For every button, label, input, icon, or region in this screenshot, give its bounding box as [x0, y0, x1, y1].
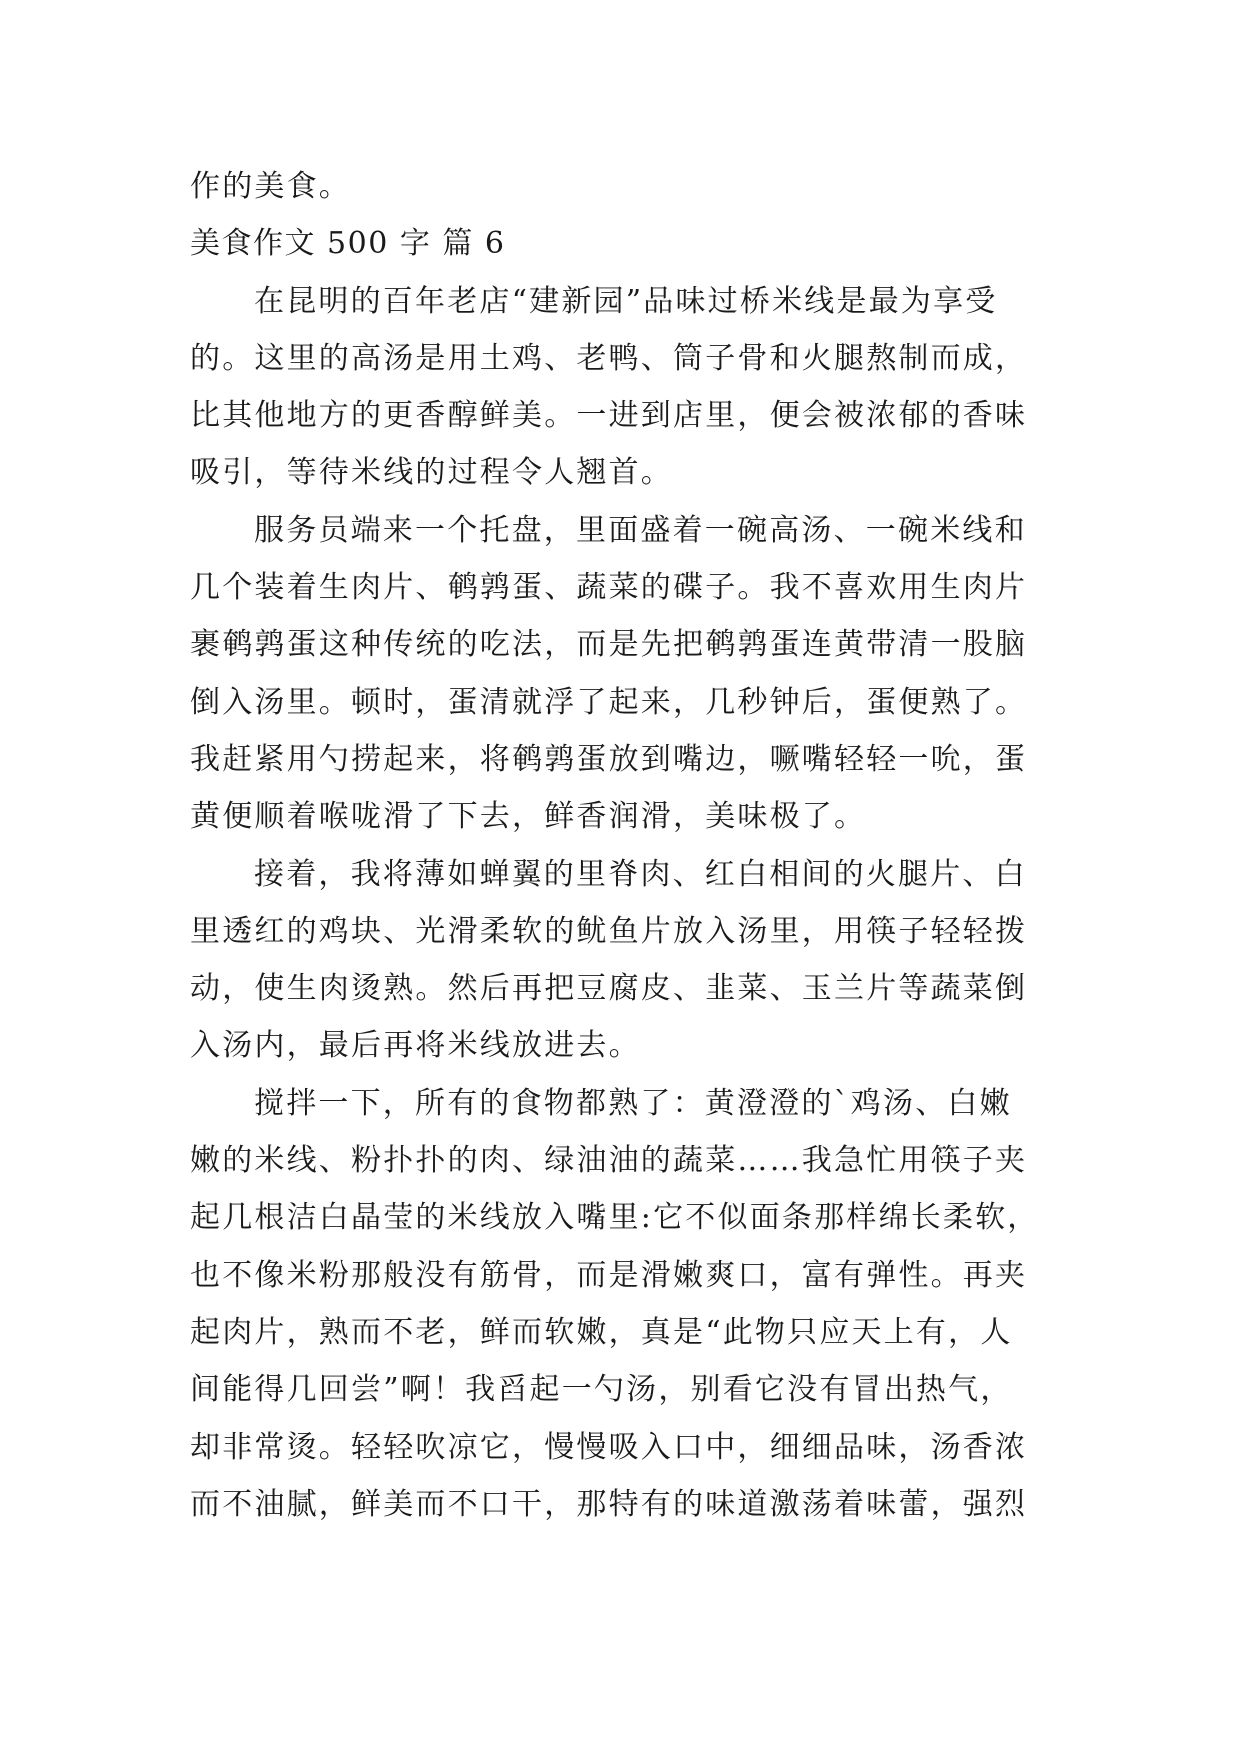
- paragraph-line: 起几根洁白晶莹的米线放入嘴里:它不似面条那样绵长柔软，: [190, 1200, 1040, 1236]
- paragraph-line: 间能得几回尝”啊！我舀起一勺汤，别看它没有冒出热气，: [190, 1372, 1013, 1408]
- paragraph-line: 黄便顺着喉咙滑了下去，鲜香润滑，美味极了。: [190, 799, 867, 835]
- paragraph-line: 而不油腻，鲜美而不口干，那特有的味道激荡着味蕾，强烈: [190, 1486, 1028, 1522]
- paragraph-line: 动，使生肉烫熟。然后再把豆腐皮、韭菜、玉兰片等蔬菜倒: [190, 971, 1028, 1007]
- paragraph-line: 却非常烫。轻轻吹凉它，慢慢吸入口中，细细品味，汤香浓: [190, 1429, 1028, 1465]
- section-heading: 美食作文 500 字 篇 6: [190, 226, 506, 262]
- paragraph-line: 起肉片，熟而不老，鲜而软嫩，真是“此物只应天上有，人: [190, 1314, 1013, 1350]
- paragraph-line: 吸引，等待米线的过程令人翘首。: [190, 455, 673, 491]
- paragraph-line: 裹鹌鹑蛋这种传统的吃法，而是先把鹌鹑蛋连黄带清一股脑: [190, 627, 1028, 663]
- paragraph-line: 比其他地方的更香醇鲜美。一进到店里，便会被浓郁的香味: [190, 398, 1028, 434]
- paragraph-line: 几个装着生肉片、鹌鹑蛋、蔬菜的碟子。我不喜欢用生肉片: [190, 570, 1028, 606]
- paragraph-line: 服务员端来一个托盘，里面盛着一碗高汤、一碗米线和: [254, 512, 1027, 548]
- paragraph-line: 倒入汤里。顿时，蛋清就浮了起来，几秒钟后，蛋便熟了。: [190, 684, 1028, 720]
- paragraph-line: 里透红的鸡块、光滑柔软的鱿鱼片放入汤里，用筷子轻轻拨: [190, 913, 1028, 949]
- previous-paragraph-tail: 作的美食。: [190, 169, 351, 204]
- paragraph-line: 我赶紧用勺捞起来，将鹌鹑蛋放到嘴边，噘嘴轻轻一吮，蛋: [190, 741, 1028, 777]
- paragraph-line: 嫩的米线、粉扑扑的肉、绿油油的蔬菜……我急忙用筷子夹: [190, 1143, 1028, 1179]
- paragraph-line: 也不像米粉那般没有筋骨，而是滑嫩爽口，富有弹性。再夹: [190, 1257, 1028, 1293]
- paragraph-3: [190, 846, 1070, 1075]
- paragraph-line: 的。这里的高汤是用土鸡、老鸭、筒子骨和火腿熬制而成，: [190, 340, 1028, 376]
- paragraph-4: [190, 1075, 1070, 1533]
- paragraph-line: 搅拌一下，所有的食物都熟了：黄澄澄的`鸡汤、白嫩: [254, 1085, 1012, 1121]
- paragraph-line: 接着，我将薄如蝉翼的里脊肉、红白相间的火腿片、白: [254, 856, 1027, 892]
- paragraph-line: 入汤内，最后再将米线放进去。: [190, 1028, 641, 1064]
- paragraph-2: [190, 502, 1070, 846]
- paragraph-1: [190, 273, 1070, 502]
- document-body: [190, 158, 1070, 1533]
- paragraph-line: 在昆明的百年老店“建新园”品味过桥米线是最为享受: [254, 283, 998, 319]
